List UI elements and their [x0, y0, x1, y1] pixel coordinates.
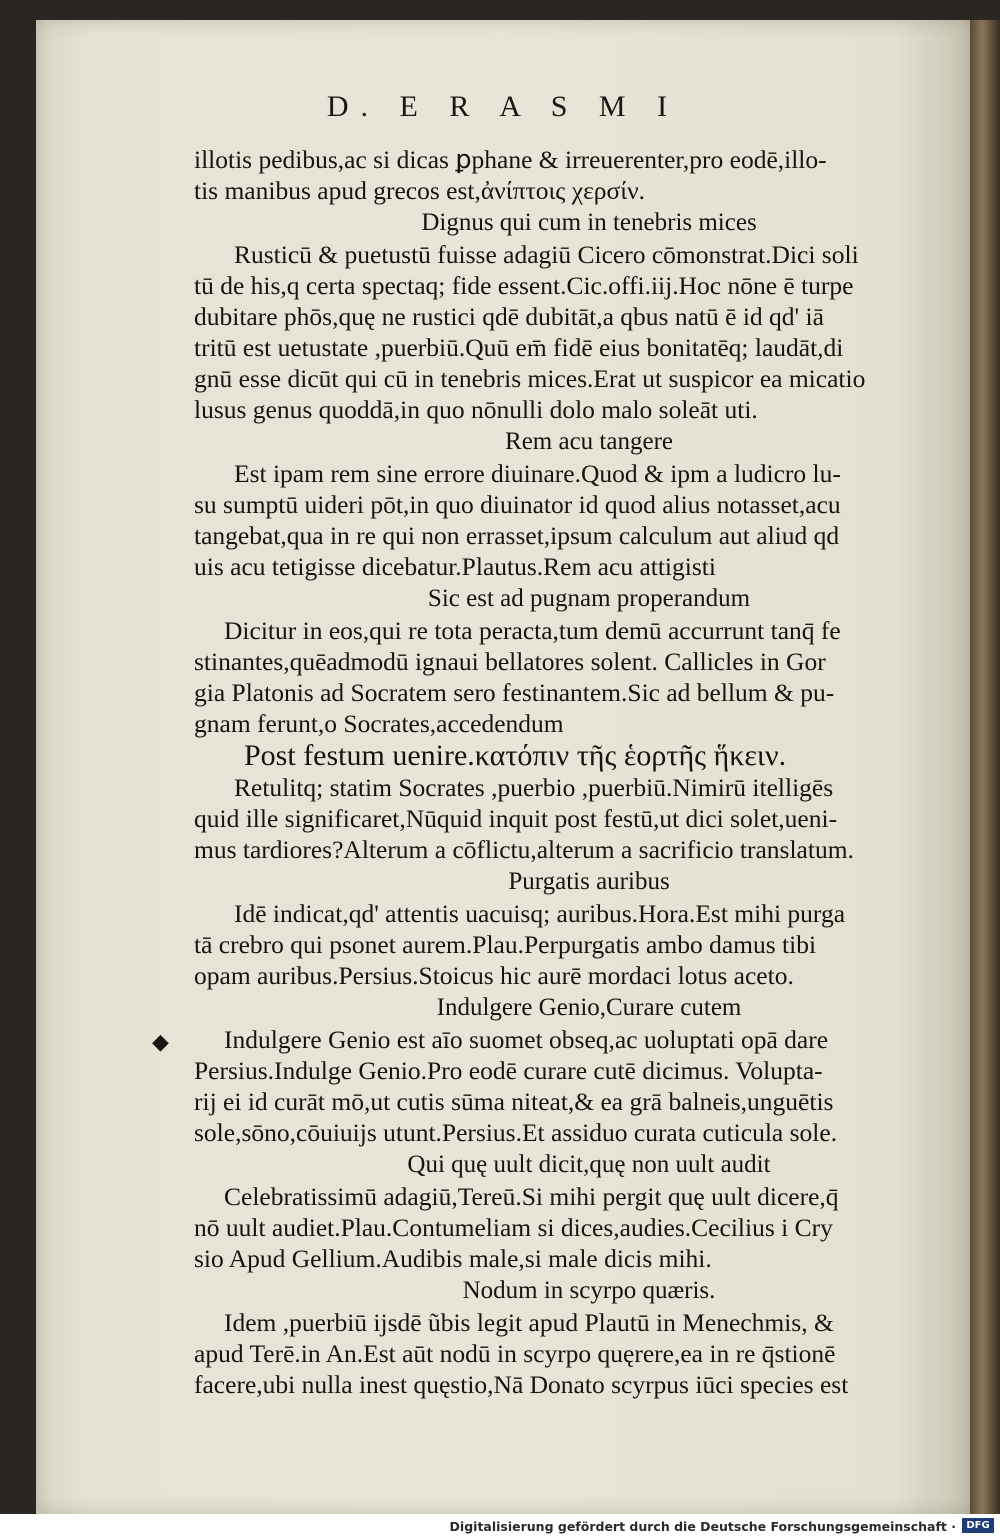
text-line: Celebratissimū adagiū,Tereū.Si mihi pergit quę uult dicere,q̄: [224, 1182, 839, 1211]
running-head: D. E R A S M I: [326, 90, 680, 123]
text-line: Idem ,puerbiū ijsdē ũbis legit apud Plautū in Menechmis, &: [224, 1308, 834, 1337]
text-line: tis manibus apud grecos est,ἀνίπτοις χερσίν.: [194, 176, 646, 205]
text-line: illotis pedibus,ac si dicas ꝑphane & irreuerenter,pro eodē,illo-: [194, 145, 827, 174]
text-line: gnū esse dicūt qui cū in tenebris mices.Erat ut suspicor ea micatio: [194, 364, 866, 393]
text-line: facere,ubi nulla inest quęstio,Nā Donato scyrpus iūci species est: [194, 1370, 849, 1399]
text-line: Dicitur in eos,qui re tota peracta,tum demū accurrunt tanq̄ fe: [224, 616, 841, 645]
text-line: stinantes,quēadmodū ignaui bellatores solent. Callicles in Gor: [194, 647, 826, 676]
text-line: tū de his,q certa spectaq; fide essent.Cic.offi.iij.Hoc nōne ē turpe: [194, 271, 854, 300]
text-line: tangebat,qua in re qui non errasset,ipsum calculum aut aliud qd: [194, 521, 840, 550]
adage-heading: Nodum in scyrpo quæris.: [462, 1277, 716, 1304]
adage-heading: Indulgere Genio,Curare cutem: [436, 994, 742, 1021]
text-line: gia Platonis ad Socratem sero festinantem.Sic ad bellum & pu-: [194, 678, 835, 707]
text-line: Est ipam rem sine errore diuinare.Quod & ipm a ludicro lu-: [234, 459, 841, 488]
text-line: sio Apud Gellium.Audibis male,si male dicis mihi.: [194, 1244, 712, 1273]
adage-heading: Post festum uenire.κατόπιν τῆς ἑορτῆς ἥκειν.: [244, 739, 787, 772]
text-line: lusus genus quoddā,in quo nōnulli dolo malo soleāt uti.: [194, 395, 758, 424]
adage-heading: Qui quę uult dicit,quę non uult audit: [407, 1151, 771, 1178]
text-line: opam auribus.Persius.Stoicus hic aurē mordaci lotus aceto.: [194, 961, 794, 990]
text-line: rij ei id curāt mō,ut cutis sūma niteat,& ea grā balneis,unguētis: [194, 1087, 834, 1116]
text-line: sole,sōno,cōuiuijs utunt.Persius.Et assiduo curata cuticula sole.: [194, 1118, 838, 1147]
dfg-logo: DFG: [962, 1518, 994, 1533]
text-line: uis acu tetigisse dicebatur.Plautus.Rem acu attigisti: [194, 552, 716, 581]
text-line: su sumptū uideri pōt,in quo diuinator id quod alius notasset,acu: [194, 490, 841, 519]
adage-heading: Dignus qui cum in tenebris mices: [421, 209, 757, 236]
footer-credit: Digitalisierung gefördert durch die Deutsche Forschungsgemeinschaft ·: [449, 1519, 956, 1534]
text-line: nō uult audiet.Plau.Contumeliam si dices,audies.Cecilius i Cry: [194, 1213, 833, 1242]
adage-heading: Rem acu tangere: [505, 428, 673, 455]
adage-heading: Sic est ad pugnam properandum: [427, 585, 751, 612]
text-line: Rusticū & puetustū fuisse adagiū Cicero cōmonstrat.Dici soli: [234, 240, 859, 269]
text-line: tritū est uetustate ,puerbiū.Quū em̄ fidē eius bonitatēq; laudāt,di: [194, 333, 844, 362]
text-line: quid ille significaret,Nūquid inquit post festū,ut dici solet,ueni-: [194, 804, 838, 833]
text-line: Retulitq; statim Socrates ,puerbio ,puerbiū.Nimirū itelligēs: [234, 773, 834, 802]
text-block: [194, 144, 984, 1400]
text-line: apud Terē.in An.Est aūt nodū in scyrpo quęrere,ea in re q̄stionē: [194, 1339, 836, 1368]
text-line: Idē indicat,qd' attentis uacuisq; auribus.Hora.Est mihi purga: [234, 899, 846, 928]
book-page: [36, 20, 970, 1514]
adage-heading: Purgatis auribus: [508, 868, 670, 895]
text-line: Persius.Indulge Genio.Pro eodē curare cutē dicimus. Volupta-: [194, 1056, 823, 1085]
text-line: gnam ferunt,o Socrates,accedendum: [194, 709, 564, 738]
text-line: tā crebro qui psonet aurem.Plau.Perpurgatis ambo damus tibi: [194, 930, 817, 959]
text-line: mus tardiores?Alterum a cōflictu,alterum a sacrificio translatum.: [194, 835, 854, 864]
text-line: dubitare phōs,quę ne rustici qdē dubitāt,a qbus natū ē id qd' iā: [194, 302, 824, 331]
digitization-footer: [0, 1514, 1000, 1538]
text-line: Indulgere Genio est aīo suomet obseq,ac uoluptati opā dare: [224, 1025, 829, 1054]
book-spine: [970, 20, 1000, 1514]
margin-pointer-icon: ◆: [152, 1030, 169, 1055]
